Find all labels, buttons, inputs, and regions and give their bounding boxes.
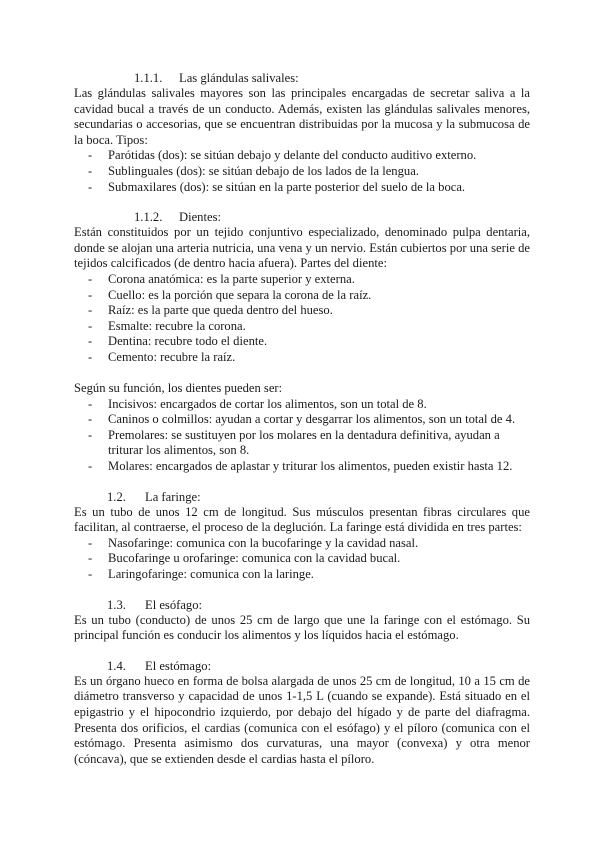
- list-item: - Submaxilares (dos): se sitúan en la parte posterior del suelo de la boca.: [88, 179, 466, 194]
- list-item: - Cemento: recubre la raíz.: [88, 349, 236, 364]
- paragraph-esofago: Es un tubo (conducto) de unos 25 cm de largo que une la faringe con el estómago. Su principal función es conducir los alimentos y los líquidos hacia el estómago.: [74, 612, 530, 643]
- section-title: Las glándulas salivales:: [179, 71, 299, 85]
- section-number: 1.1.1.: [134, 71, 163, 85]
- list-partes-diente: [74, 272, 530, 366]
- list-item: - Raíz: es la parte que queda dentro del hueso.: [88, 303, 333, 318]
- list-item: - Corona anatómica: es la parte superior y externa.: [88, 271, 355, 286]
- section-title: El estómago:: [145, 658, 212, 673]
- list-item: - Laringofaringe: comunica con la laringe.: [88, 567, 314, 582]
- section-heading-glandulas: [74, 70, 530, 86]
- paragraph-glandulas: Las glándulas salivales mayores son las principales encargadas de secretar saliva a la cavidad bucal a través de un conducto. Además, existen las glándulas salivales menores, secundarias o accesorias, que se encuentran distribuidas por la mucosa y la submucosa de la boca. Tipos:: [74, 86, 530, 147]
- list-item: - Bucofaringe u orofaringe: comunica con la cavidad bucal.: [88, 551, 401, 566]
- list-item: - Dentina: recubre todo el diente.: [88, 334, 268, 349]
- list-item: - Premolares: se sustituyen por los molares en la dentadura definitiva, ayudan a triturar los alimentos, son 8.: [88, 427, 500, 458]
- list-item: - Nasofaringe: comunica con la bucofaringe y la cavidad nasal.: [88, 535, 419, 550]
- list-item: - Sublinguales (dos): se sitúan debajo de los lados de la lengua.: [88, 163, 419, 178]
- list-item: - Incisivos: encargados de cortar los alimentos, son un total de 8.: [88, 396, 427, 411]
- section-heading-dientes: [74, 209, 530, 225]
- list-partes-faringe: [74, 536, 530, 583]
- paragraph-funcion-intro: Según su función, los dientes pueden ser:: [74, 381, 283, 396]
- section-title: La faringe:: [145, 489, 201, 504]
- document-page: [74, 70, 530, 767]
- section-title: El esófago:: [145, 597, 203, 612]
- list-item: - Cuello: es la porción que separa la corona de la raíz.: [88, 287, 372, 302]
- section-heading-estomago: [74, 658, 530, 674]
- paragraph-dientes: Están constituidos por un tejido conjuntivo especializado, denominado pulpa dentaria, donde se alojan una arteria nutricia, una vena y un nervio. Están cubiertos por una serie de tejidos calcificados (de dentro hacia afuera). Partes del diente:: [74, 225, 530, 271]
- paragraph-spacer: [74, 366, 530, 382]
- paragraph-faringe: Es un tubo de unos 12 cm de longitud. Sus músculos presentan fibras circulares que facilitan, al contraerse, el proceso de la deglución. La faringe está dividida en tres partes:: [74, 504, 530, 535]
- list-glandulas-tipos: [74, 148, 530, 195]
- list-item: - Parótidas (dos): se sitúan debajo y delante del conducto auditivo externo.: [88, 148, 477, 163]
- list-tipos-dientes: [74, 397, 530, 475]
- list-item: - Molares: encargados de aplastar y triturar los alimentos, pueden existir hasta 12.: [88, 459, 513, 474]
- list-item: - Esmalte: recubre la corona.: [88, 318, 246, 333]
- section-number: 1.2.: [107, 489, 126, 504]
- list-item: - Caninos o colmillos: ayudan a cortar y desgarrar los alimentos, son un total de 4.: [88, 412, 516, 427]
- section-heading-esofago: [74, 597, 530, 613]
- section-title: Dientes:: [179, 210, 221, 225]
- paragraph-estomago: Es un órgano hueco en forma de bolsa alargada de unos 25 cm de longitud, 10 a 15 cm de diámetro transverso y capacidad de unos 1-1,5 L (cuando se expande). Está situado en el epigastrio y el hipocondrio izquierdo, por debajo del hígado y de parte del diafragma. Presenta dos orificios, el cardias (comunica con el esófago) y el píloro (comunica con el estómago. Presenta asimismo dos curvaturas, una mayor (convexa) y otra menor (cóncava), que se extienden desde el cardias hasta el píloro.: [74, 673, 530, 766]
- section-number: 1.3.: [107, 597, 126, 612]
- section-number: 1.4.: [107, 658, 126, 673]
- section-number: 1.1.2.: [134, 210, 163, 225]
- section-heading-faringe: [74, 489, 530, 505]
